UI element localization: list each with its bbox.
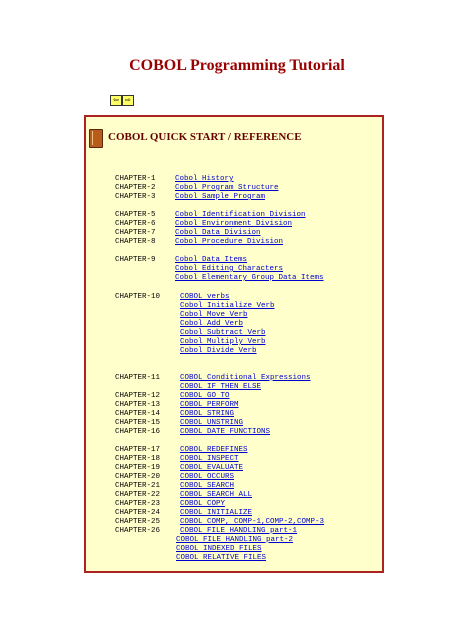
chapter-link[interactable]: COBOL COPY	[180, 500, 226, 508]
chapter-label: CHAPTER-25	[115, 518, 161, 526]
chapter-link[interactable]: Cobol History	[175, 175, 234, 183]
chapter-label: CHAPTER-14	[115, 410, 161, 418]
chapter-link[interactable]: COBOL COMP, COMP-1,COMP-2,COMP-3	[180, 518, 325, 526]
chapter-label: CHAPTER-11	[115, 374, 161, 382]
chapter-label: CHAPTER-7	[115, 229, 156, 237]
chapter-label: CHAPTER-5	[115, 211, 156, 219]
chapter-link[interactable]: COBOL IF THEN ELSE	[180, 383, 262, 391]
chapter-link[interactable]: Cobol Divide Verb	[180, 347, 257, 355]
chapter-label: CHAPTER-8	[115, 238, 156, 246]
panel-heading: COBOL QUICK START / REFERENCE	[108, 131, 302, 143]
chapter-label: CHAPTER-23	[115, 500, 161, 508]
chapter-link[interactable]: COBOL REDEFINES	[180, 446, 248, 454]
chapter-link[interactable]: COBOL STRING	[180, 410, 235, 418]
chapter-link[interactable]: Cobol Procedure Division	[175, 238, 284, 246]
chapter-label: CHAPTER-13	[115, 401, 161, 409]
forward-arrow-icon[interactable]: ⇨	[122, 95, 134, 106]
chapter-link[interactable]: Cobol Multiply Verb	[180, 338, 266, 346]
chapter-link[interactable]: COBOL RELATIVE FILES	[176, 554, 267, 562]
chapter-link[interactable]: Cobol Identification Division	[175, 211, 306, 219]
chapter-label: CHAPTER-15	[115, 419, 161, 427]
chapter-link[interactable]: COBOL PERFORM	[180, 401, 239, 409]
chapter-label: CHAPTER-26	[115, 527, 161, 535]
chapter-link[interactable]: Cobol Editing Characters	[175, 265, 284, 273]
chapter-link[interactable]: COBOL SEARCH ALL	[180, 491, 253, 499]
chapter-link[interactable]: Cobol Elementary Group Data Items	[175, 274, 324, 282]
chapter-label: CHAPTER-16	[115, 428, 161, 436]
chapter-link[interactable]: COBOL verbs	[180, 293, 230, 301]
book-icon	[89, 129, 103, 148]
chapter-link[interactable]: COBOL INSPECT	[180, 455, 239, 463]
chapter-label: CHAPTER-1	[115, 175, 156, 183]
reference-panel	[84, 115, 384, 573]
chapter-link[interactable]: COBOL FILE HANDLING part-2	[176, 536, 294, 544]
chapter-label: CHAPTER-10	[115, 293, 161, 301]
back-arrow-icon[interactable]: ⇦	[110, 95, 122, 106]
chapter-link[interactable]: Cobol Data Division	[175, 229, 261, 237]
page-title: COBOL Programming Tutorial	[129, 57, 345, 74]
chapter-link[interactable]: COBOL FILE HANDLING part-1	[180, 527, 298, 535]
nav-icons	[110, 95, 134, 106]
chapter-link[interactable]: Cobol Initialize Verb	[180, 302, 275, 310]
chapter-label: CHAPTER-18	[115, 455, 161, 463]
chapter-link[interactable]: COBOL Conditional Expressions	[180, 374, 311, 382]
chapter-link[interactable]: COBOL EVALUATE	[180, 464, 244, 472]
chapter-link[interactable]: COBOL UNSTRING	[180, 419, 244, 427]
chapter-label: CHAPTER-20	[115, 473, 161, 481]
chapter-link[interactable]: COBOL SEARCH	[180, 482, 235, 490]
chapter-link[interactable]: Cobol Add Verb	[180, 320, 244, 328]
chapter-label: CHAPTER-6	[115, 220, 156, 228]
chapter-label: CHAPTER-17	[115, 446, 161, 454]
chapter-link[interactable]: COBOL OCCURS	[180, 473, 235, 481]
chapter-link[interactable]: Cobol Program Structure	[175, 184, 279, 192]
chapter-link[interactable]: COBOL DATE FUNCTIONS	[180, 428, 271, 436]
chapter-link[interactable]: COBOL INITIALIZE	[180, 509, 253, 517]
chapter-link[interactable]: Cobol Move Verb	[180, 311, 248, 319]
chapter-link[interactable]: Cobol Subtract Verb	[180, 329, 266, 337]
chapter-label: CHAPTER-2	[115, 184, 156, 192]
chapter-link[interactable]: Cobol Data Items	[175, 256, 248, 264]
chapter-label: CHAPTER-22	[115, 491, 161, 499]
chapter-label: CHAPTER-24	[115, 509, 161, 517]
chapter-label: CHAPTER-19	[115, 464, 161, 472]
chapter-link[interactable]: Cobol Environment Division	[175, 220, 293, 228]
chapter-link[interactable]: Cobol Sample Program	[175, 193, 266, 201]
chapter-label: CHAPTER-3	[115, 193, 156, 201]
chapter-link[interactable]: COBOL GO TO	[180, 392, 230, 400]
chapter-label: CHAPTER-12	[115, 392, 161, 400]
chapter-label: CHAPTER-21	[115, 482, 161, 490]
chapter-link[interactable]: COBOL INDEXED FILES	[176, 545, 262, 553]
chapter-label: CHAPTER-9	[115, 256, 156, 264]
